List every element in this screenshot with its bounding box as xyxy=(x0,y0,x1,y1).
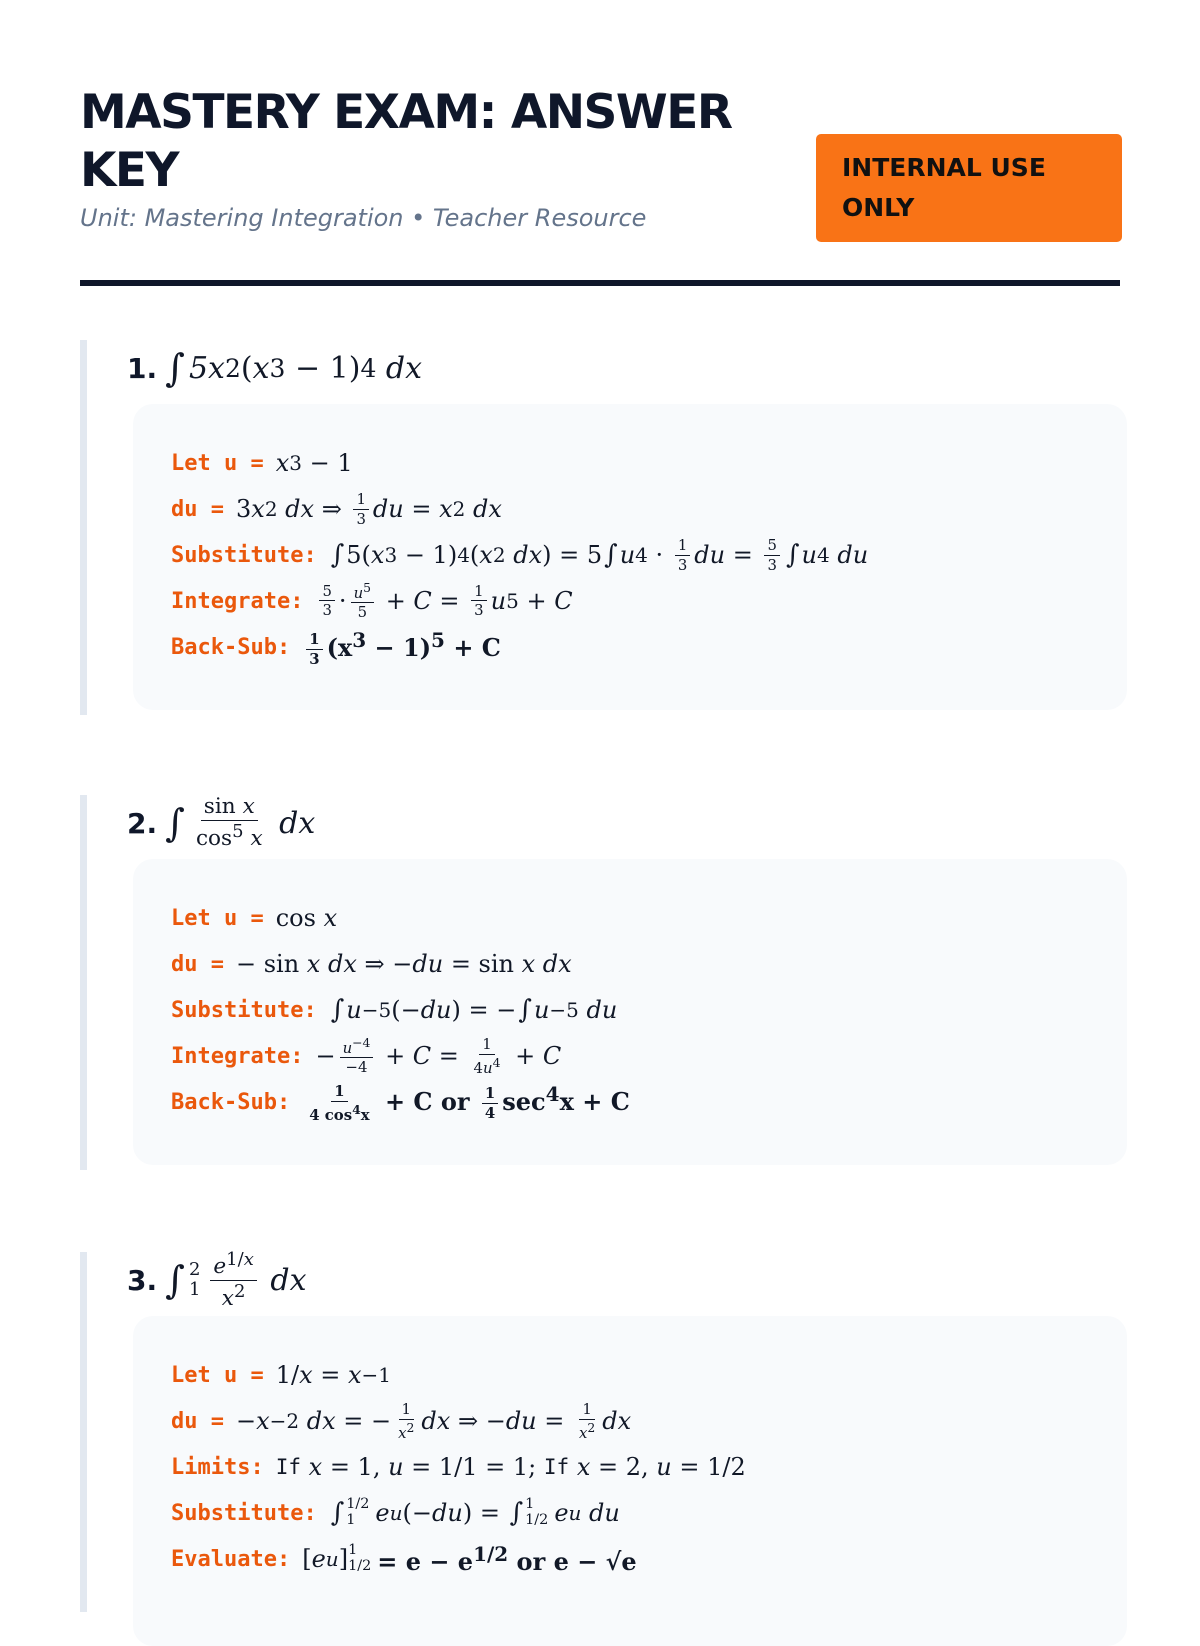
step-label: Let u = xyxy=(171,1362,264,1388)
step-label: Substitute: xyxy=(171,997,317,1023)
step-substitute: Substitute: ∫ 5( x 3 − 1) 4 ( x 2 dx ) = 5 ∫ u 4 · $\frac{1}{3}$ du = $\frac{5}{3}$ ∫ u 4 du xyxy=(171,535,869,574)
step-label: Let u = xyxy=(171,905,264,931)
limits-if-text: If xyxy=(275,1455,302,1479)
problem-2-heading xyxy=(127,795,315,851)
problem-number: 1. xyxy=(127,351,158,385)
step-du: du = − x −2 dx = − $\frac{1}{x^2}$ dx ⇒ − du = $\frac{1}{x^2}$ dx xyxy=(171,1399,632,1442)
step-backsub: Back-Sub: $\frac{1}{3}$ $(x^3 - 1)^5 + C$ xyxy=(171,627,501,668)
step-du: du = − sin x dx ⇒ − du = sin x dx xyxy=(171,950,572,978)
step-label: Back-Sub: xyxy=(171,634,291,660)
problem-2-integral: ∫ $\frac{\text{sin x}}{\cos^5 x}$ dx xyxy=(165,794,316,852)
step-evaluate: Evaluate: [ e u ] 1 1/2 = $e - e^{1/2}$ or e − √e xyxy=(171,1542,637,1576)
step-label: Back-Sub: xyxy=(171,1089,291,1115)
step-limits: Limits: If x = 1, u = 1/1 = 1; If x = 2, u = 1/2 xyxy=(171,1453,746,1481)
page-title: MASTERY EXAM: ANSWER KEY xyxy=(80,85,732,198)
solution-panel xyxy=(133,859,1127,1165)
step-label: du = xyxy=(171,1408,224,1434)
problem-1 xyxy=(80,340,1120,715)
step-backsub: Back-Sub: $\frac{1}{4 \cos^4x}$ + C or $\frac{1}{4}$ $\sec^4x + C$ xyxy=(171,1081,630,1124)
problem-2 xyxy=(80,795,1120,1170)
step-label: du = xyxy=(171,951,224,977)
page-subtitle: Unit: Mastering Integration • Teacher Resource xyxy=(80,204,647,232)
step-let: Let u = 1/ x = x −1 xyxy=(171,1361,392,1389)
solution-panel xyxy=(133,1316,1127,1646)
step-label: Limits: xyxy=(171,1454,264,1480)
problem-number: 2. xyxy=(127,806,158,840)
step-substitute: Substitute: ∫ u −5 (− du ) = − ∫ u −5 du xyxy=(171,995,618,1025)
internal-use-badge: INTERNAL USE ONLY xyxy=(816,134,1122,242)
problem-1-integral: ∫ 5x 2 ( x 3 − 1) 4 dx xyxy=(165,346,423,390)
problem-3-heading xyxy=(127,1248,307,1311)
step-let: Let u = x 3 − 1 xyxy=(171,449,353,477)
step-integrate: Integrate: $\frac{5}{3}$ · $\frac{u^5}{5}$ + C = $\frac{1}{3}$ u 5 + C xyxy=(171,579,573,622)
step-let: Let u = cos x xyxy=(171,904,338,932)
step-label: du = xyxy=(171,496,224,522)
step-label: Let u = xyxy=(171,450,264,476)
solution-panel xyxy=(133,404,1127,710)
problem-1-heading xyxy=(127,340,422,396)
step-substitute: Substitute: ∫ 1/2 1 e u (− du ) = ∫ 1 1/2 e u du xyxy=(171,1496,620,1528)
problem-3-integral: ∫ 2 1 $\frac{e^{1/x}}{x^2}$ dx xyxy=(165,1248,307,1311)
step-label: Integrate: xyxy=(171,588,304,614)
problem-3 xyxy=(80,1248,1120,1612)
problem-number: 3. xyxy=(127,1263,158,1297)
step-du: du = 3 x 2 dx ⇒ $\frac{1}{3}$ du = x 2 dx xyxy=(171,489,502,528)
step-label: Integrate: xyxy=(171,1043,304,1069)
limits-if-text: If xyxy=(543,1455,570,1479)
step-label: Substitute: xyxy=(171,1500,317,1526)
exam-header xyxy=(80,80,1120,286)
step-label: Evaluate: xyxy=(171,1546,291,1572)
step-integrate: Integrate: − $\frac{u^{-4}}{-4}$ + C = $\frac{1}{4u^4}$ + C xyxy=(171,1034,562,1077)
step-label: Substitute: xyxy=(171,542,317,568)
